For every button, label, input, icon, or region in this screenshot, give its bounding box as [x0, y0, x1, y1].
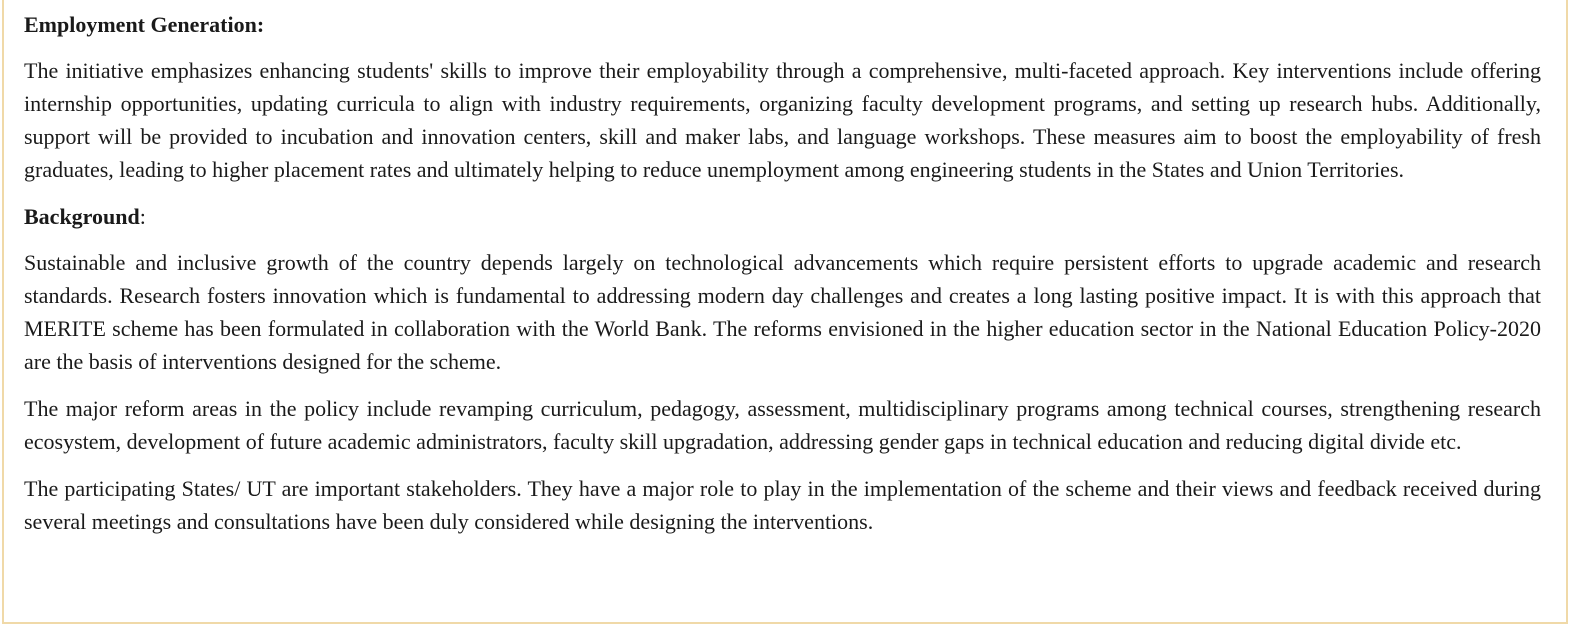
paragraph-background-2: The major reform areas in the policy include revamping curriculum, pedagogy, assessment, multidisciplinary programs among technical courses, strengthening research ecosystem, development of future academic administrators, faculty skill upgradation, addressing gender gaps in technical education and reducing digital divide etc. [24, 396, 1541, 454]
document-body [24, 8, 1541, 552]
heading-suffix: : [139, 204, 146, 229]
heading-text: Background [24, 204, 140, 229]
paragraph-background-1: Sustainable and inclusive growth of the country depends largely on technological advancements which require persistent efforts to upgrade academic and research standards. Research fosters innovation which is fundamental to addressing modern day challenges and creates a long lasting positive impact. It is with this approach that MERITE scheme has been formulated in collaboration with the World Bank. The reforms envisioned in the higher education sector in the National Education Policy-2020 are the basis of interventions designed for the scheme. [24, 250, 1541, 374]
paragraph-background-3: The participating States/ UT are important stakeholders. They have a major role to play in the implementation of the scheme and their views and feedback received during several meetings and consultations have been duly considered while designing the interventions. [24, 476, 1541, 534]
section-heading-background [24, 200, 1541, 233]
paragraph-employment: The initiative emphasizes enhancing students' skills to improve their employability through a comprehensive, multi-faceted approach. Key interventions include offering internship opportunities, updating curricula to align with industry requirements, organizing faculty development programs, and setting up research hubs. Additionally, support will be provided to incubation and innovation centers, skill and maker labs, and language workshops. These measures aim to boost the employability of fresh graduates, leading to higher placement rates and ultimately helping to reduce unemployment among engineering students in the States and Union Territories. [24, 58, 1541, 182]
section-heading-employment [24, 8, 1541, 41]
heading-text: Employment Generation: [24, 12, 265, 37]
